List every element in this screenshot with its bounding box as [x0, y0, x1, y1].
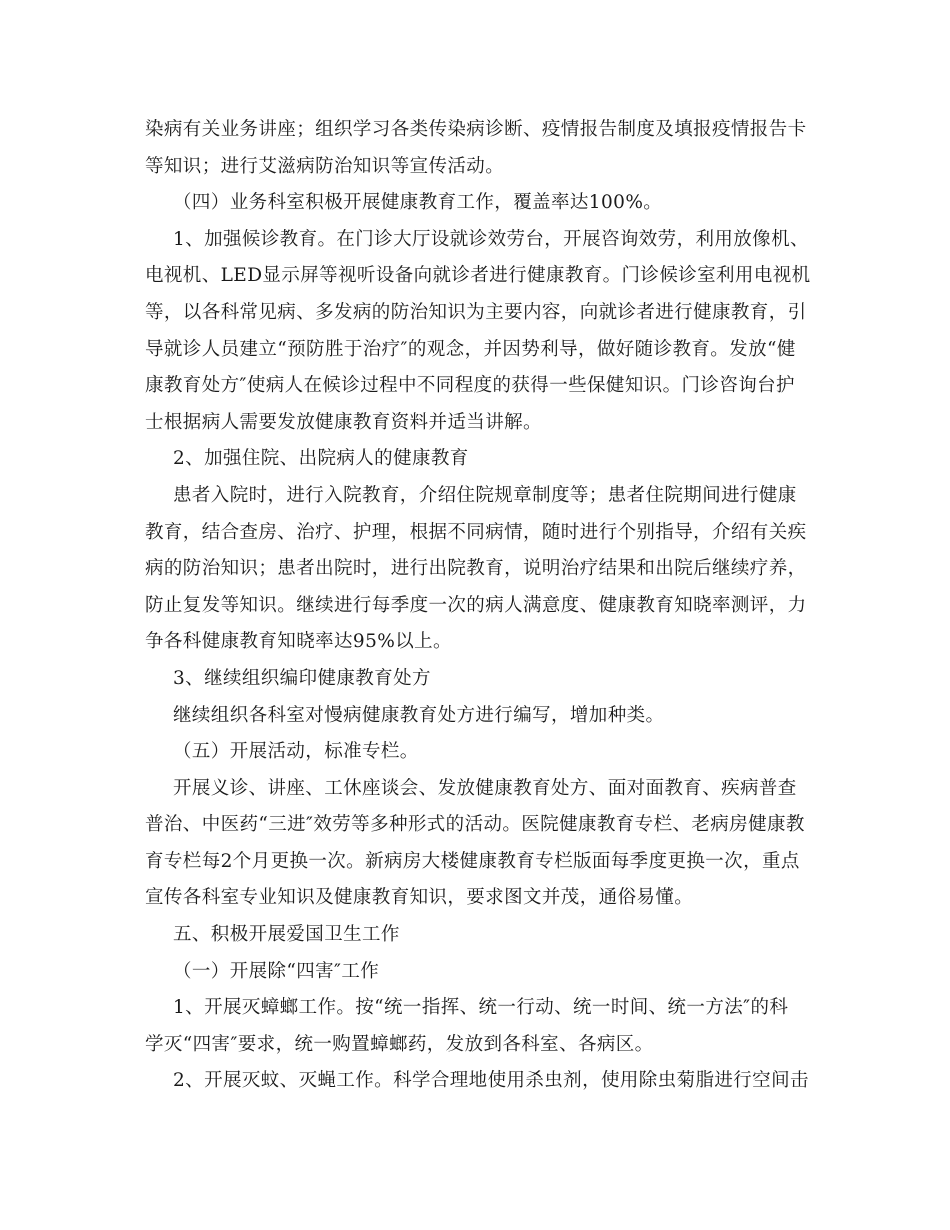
text-line: 2、开展灭蚊、灭蝇工作。科学合理地使用杀虫剂，使用除虫菊脂进行空间击 [173, 1070, 809, 1092]
section-heading: （四）业务科室积极开展健康教育工作，覆盖率达100%。 [173, 192, 663, 214]
text-line: 导就诊人员建立“预防胜于治疗″的观念，并因势利导，做好随诊教育。发放“健 [145, 338, 796, 360]
text-line: 普治、中医药“三进″效劳等多种形式的活动。医院健康教育专栏、老病房健康教 [145, 814, 805, 836]
text-line: 开展义诊、讲座、工休座谈会、发放健康教育处方、面对面教育、疾病普查 [173, 777, 797, 799]
subsection-heading: 3、继续组织编印健康教育处方 [173, 667, 431, 689]
text-line: 继续组织各科室对慢病健康教育处方进行编写，增加种类。 [173, 704, 665, 726]
text-line: 宣传各科室专业知识及健康教育知识，要求图文并茂，通俗易懂。 [145, 887, 694, 909]
text-line: 1、加强候诊教育。在门诊大厅设就诊效劳台，开展咨询效劳，利用放像机、 [173, 228, 809, 250]
text-line: 教育，结合查房、治疗、护理，根据不同病情，随时进行个别指导，介绍有关疾 [145, 521, 807, 543]
chapter-heading: 五、积极开展爱国卫生工作 [173, 924, 400, 946]
section-heading: （一）开展除“四害″工作 [173, 960, 380, 982]
text-line: 争各科健康教育知晓率达95%以上。 [145, 631, 452, 653]
text-line: 病的防治知识；患者出院时，进行出院教育，说明治疗结果和出院后继续疗养， [145, 558, 807, 580]
text-line: 电视机、LED显示屏等视听设备向就诊者进行健康教育。门诊候诊室利用电视机 [145, 265, 811, 287]
text-line: 等知识；进行艾滋病防治知识等宣传活动。 [145, 155, 505, 177]
text-line: 学灭“四害″要求，统一购置蟑螂药，发放到各科室、各病区。 [145, 1033, 654, 1055]
text-line: 患者入院时，进行入院教育，介绍住院规章制度等；患者住院期间进行健康 [173, 484, 797, 506]
subsection-heading: 2、加强住院、出院病人的健康教育 [173, 448, 469, 470]
text-line: 1、开展灭蟑螂工作。按“统一指挥、统一行动、统一时间、统一方法″的科 [173, 997, 789, 1019]
text-line: 染病有关业务讲座；组织学习各类传染病诊断、疫情报告制度及填报疫情报告卡 [145, 119, 807, 140]
section-heading: （五）开展活动，标准专栏。 [173, 741, 419, 763]
text-line: 等，以各科常见病、多发病的防治知识为主要内容，向就诊者进行健康教育，引 [145, 301, 807, 323]
text-line: 康教育处方″使病人在候诊过程中不同程度的获得一些保健知识。门诊咨询台护 [145, 375, 795, 397]
text-line: 防止复发等知识。继续进行每季度一次的病人满意度、健康教育知晓率测评，力 [145, 594, 807, 616]
text-line: 士根据病人需要发放健康教育资料并适当讲解。 [145, 411, 542, 433]
document-body [145, 112, 810, 1100]
text-line: 育专栏每2个月更换一次。新病房大楼健康教育专栏版面每季度更换一次，重点 [145, 850, 800, 872]
